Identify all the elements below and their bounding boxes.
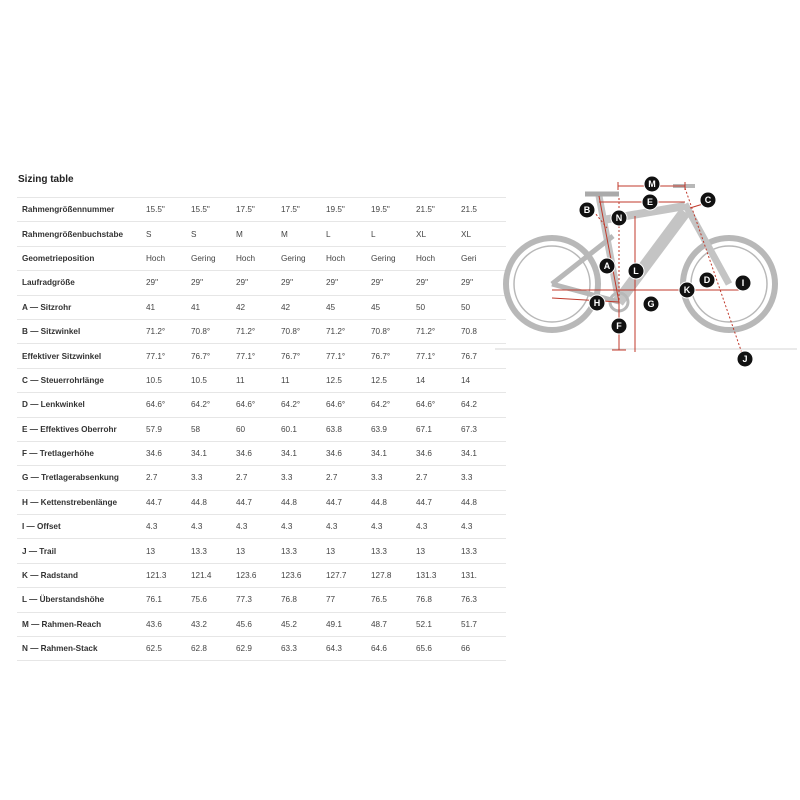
table-cell: 44.8: [191, 490, 236, 514]
table-cell: 29": [461, 271, 506, 295]
table-cell: 41: [146, 295, 191, 319]
marker-e: [642, 194, 658, 210]
table-cell: Gering: [191, 246, 236, 270]
marker-label: A: [603, 261, 611, 272]
row-label: G — Tretlagerabsenkung: [17, 466, 146, 490]
table-cell: Hoch: [326, 246, 371, 270]
table-cell: 34.1: [191, 441, 236, 465]
table-cell: 70.8°: [191, 319, 236, 343]
row-label: C — Steuerrohrlänge: [17, 368, 146, 392]
table-row: [17, 466, 506, 490]
table-cell: 34.6: [416, 441, 461, 465]
table-cell: 29": [416, 271, 461, 295]
table-cell: 50: [461, 295, 506, 319]
table-cell: 77.3: [236, 588, 281, 612]
table-cell: 21.5": [416, 198, 461, 222]
table-row: [17, 515, 506, 539]
table-cell: 64.2°: [281, 393, 326, 417]
marker-a: [599, 258, 615, 274]
table-cell: 4.3: [191, 515, 236, 539]
down-tube: [615, 212, 685, 302]
table-cell: 10.5: [191, 368, 236, 392]
marker-label: K: [683, 285, 691, 296]
table-row: [17, 319, 506, 343]
table-cell: L: [326, 222, 371, 246]
diagram-markers: [579, 176, 753, 367]
table-cell: 43.2: [191, 612, 236, 636]
page-title: Sizing table: [18, 174, 74, 185]
table-cell: 64.6°: [236, 393, 281, 417]
table-cell: 12.5: [326, 368, 371, 392]
table-cell: 45.2: [281, 612, 326, 636]
table-cell: 76.8: [281, 588, 326, 612]
table-cell: 3.3: [461, 466, 506, 490]
table-row: [17, 222, 506, 246]
table-cell: 2.7: [146, 466, 191, 490]
row-label: I — Offset: [17, 515, 146, 539]
table-cell: 57.9: [146, 417, 191, 441]
table-cell: 13: [146, 539, 191, 563]
table-cell: 42: [236, 295, 281, 319]
table-cell: 45.6: [236, 612, 281, 636]
row-label: Rahmengrößennummer: [17, 198, 146, 222]
table-cell: 41: [191, 295, 236, 319]
table-row: [17, 295, 506, 319]
table-row: [17, 563, 506, 587]
marker-label: C: [704, 195, 712, 206]
row-label: J — Trail: [17, 539, 146, 563]
table-cell: 45: [326, 295, 371, 319]
row-label: Rahmengrößenbuchstabe: [17, 222, 146, 246]
table-cell: 62.8: [191, 637, 236, 661]
table-cell: 13: [236, 539, 281, 563]
row-label: F — Tretlagerhöhe: [17, 441, 146, 465]
marker-label: H: [593, 298, 601, 309]
table-cell: 76.7°: [281, 344, 326, 368]
table-cell: 13.3: [191, 539, 236, 563]
marker-label: G: [647, 299, 655, 310]
row-label: L — Überstandshöhe: [17, 588, 146, 612]
table-cell: 3.3: [281, 466, 326, 490]
table-cell: 76.3: [461, 588, 506, 612]
table-cell: 44.8: [461, 490, 506, 514]
table-cell: 77.1°: [146, 344, 191, 368]
table-cell: 123.6: [236, 563, 281, 587]
marker-label: I: [741, 278, 745, 289]
table-cell: 2.7: [416, 466, 461, 490]
table-cell: 76.7: [461, 344, 506, 368]
table-row: [17, 637, 506, 661]
table-cell: 4.3: [461, 515, 506, 539]
table-cell: Hoch: [416, 246, 461, 270]
table-cell: 4.3: [371, 515, 416, 539]
table-cell: 64.2°: [191, 393, 236, 417]
marker-k: [679, 282, 695, 298]
table-cell: 121.4: [191, 563, 236, 587]
table-cell: 48.7: [371, 612, 416, 636]
table-cell: 64.3: [326, 637, 371, 661]
table-row: [17, 588, 506, 612]
marker-h: [589, 295, 605, 311]
table-cell: 17.5": [281, 198, 326, 222]
table-cell: 64.6°: [416, 393, 461, 417]
table-cell: 4.3: [281, 515, 326, 539]
marker-j: [737, 351, 753, 367]
table-cell: M: [236, 222, 281, 246]
marker-l: [628, 263, 644, 279]
table-cell: 13: [326, 539, 371, 563]
table-cell: 45: [371, 295, 416, 319]
table-cell: Gering: [281, 246, 326, 270]
table-cell: 63.8: [326, 417, 371, 441]
table-cell: 66: [461, 637, 506, 661]
table-cell: 75.6: [191, 588, 236, 612]
row-label: H — Kettenstrebenlänge: [17, 490, 146, 514]
table-row: [17, 246, 506, 270]
table-cell: 121.3: [146, 563, 191, 587]
table-cell: 4.3: [236, 515, 281, 539]
sizing-table-container: [17, 197, 475, 661]
table-cell: XL: [416, 222, 461, 246]
table-cell: 71.2°: [236, 319, 281, 343]
table-cell: S: [146, 222, 191, 246]
table-row: [17, 393, 506, 417]
table-cell: Gering: [371, 246, 416, 270]
table-cell: 70.8: [461, 319, 506, 343]
marker-label: J: [742, 354, 748, 365]
table-cell: 43.6: [146, 612, 191, 636]
table-cell: M: [281, 222, 326, 246]
table-cell: 15.5": [191, 198, 236, 222]
table-cell: 11: [281, 368, 326, 392]
table-cell: XL: [461, 222, 506, 246]
table-row: [17, 198, 506, 222]
table-cell: 64.6: [371, 637, 416, 661]
table-cell: 76.5: [371, 588, 416, 612]
table-cell: S: [191, 222, 236, 246]
table-cell: 4.3: [416, 515, 461, 539]
table-cell: Geri: [461, 246, 506, 270]
table-cell: 19.5": [371, 198, 416, 222]
table-cell: 71.2°: [326, 319, 371, 343]
table-row: [17, 490, 506, 514]
table-cell: 3.3: [371, 466, 416, 490]
table-cell: 77.1°: [416, 344, 461, 368]
table-cell: 34.6: [326, 441, 371, 465]
table-cell: 50: [416, 295, 461, 319]
row-label: Effektiver Sitzwinkel: [17, 344, 146, 368]
table-cell: 13.3: [281, 539, 326, 563]
marker-label: N: [615, 213, 623, 224]
table-cell: 70.8°: [371, 319, 416, 343]
table-cell: 15.5": [146, 198, 191, 222]
table-cell: 3.3: [191, 466, 236, 490]
table-row: [17, 368, 506, 392]
table-cell: 2.7: [236, 466, 281, 490]
table-cell: 49.1: [326, 612, 371, 636]
table-cell: 131.: [461, 563, 506, 587]
table-row: [17, 417, 506, 441]
table-cell: 12.5: [371, 368, 416, 392]
table-cell: 127.8: [371, 563, 416, 587]
table-cell: 29": [236, 271, 281, 295]
table-row: [17, 344, 506, 368]
table-cell: 64.6°: [146, 393, 191, 417]
table-cell: 29": [371, 271, 416, 295]
marker-i: [735, 275, 751, 291]
table-row: [17, 441, 506, 465]
table-cell: 29": [146, 271, 191, 295]
marker-g: [643, 296, 659, 312]
marker-n: [611, 210, 627, 226]
table-cell: 4.3: [326, 515, 371, 539]
table-cell: 34.1: [371, 441, 416, 465]
table-cell: 63.3: [281, 637, 326, 661]
table-cell: 10.5: [146, 368, 191, 392]
row-label: B — Sitzwinkel: [17, 319, 146, 343]
table-cell: 63.9: [371, 417, 416, 441]
table-cell: 71.2°: [416, 319, 461, 343]
table-cell: 13.3: [371, 539, 416, 563]
table-cell: 58: [191, 417, 236, 441]
table-cell: Hoch: [146, 246, 191, 270]
table-cell: 127.7: [326, 563, 371, 587]
table-cell: 34.6: [146, 441, 191, 465]
table-cell: 64.6°: [326, 393, 371, 417]
marker-label: D: [703, 275, 711, 286]
row-label: A — Sitzrohr: [17, 295, 146, 319]
row-label: Geometrieposition: [17, 246, 146, 270]
table-cell: 14: [461, 368, 506, 392]
table-cell: 29": [191, 271, 236, 295]
marker-b: [579, 202, 595, 218]
table-cell: 44.7: [326, 490, 371, 514]
table-cell: 19.5": [326, 198, 371, 222]
table-cell: 11: [236, 368, 281, 392]
table-cell: 64.2: [461, 393, 506, 417]
table-cell: 29": [326, 271, 371, 295]
marker-c: [700, 192, 716, 208]
table-cell: 44.8: [371, 490, 416, 514]
table-cell: 62.5: [146, 637, 191, 661]
marker-label: B: [583, 205, 591, 216]
table-cell: 71.2°: [146, 319, 191, 343]
table-cell: 123.6: [281, 563, 326, 587]
table-cell: 131.3: [416, 563, 461, 587]
table-cell: 13: [416, 539, 461, 563]
table-cell: 21.5: [461, 198, 506, 222]
table-cell: 14: [416, 368, 461, 392]
table-cell: 70.8°: [281, 319, 326, 343]
row-label: M — Rahmen-Reach: [17, 612, 146, 636]
marker-label: E: [646, 197, 654, 208]
table-cell: 42: [281, 295, 326, 319]
table-cell: 67.3: [461, 417, 506, 441]
table-cell: 64.2°: [371, 393, 416, 417]
table-cell: L: [371, 222, 416, 246]
table-cell: 76.8: [416, 588, 461, 612]
table-row: [17, 612, 506, 636]
bike-silhouette: [495, 186, 797, 349]
bike-geometry-diagram: [495, 176, 797, 372]
marker-f: [611, 318, 627, 334]
row-label: K — Radstand: [17, 563, 146, 587]
row-label: N — Rahmen-Stack: [17, 637, 146, 661]
row-label: D — Lenkwinkel: [17, 393, 146, 417]
table-cell: 34.6: [236, 441, 281, 465]
sizing-table-body: [17, 198, 506, 661]
table-cell: 65.6: [416, 637, 461, 661]
table-cell: 17.5": [236, 198, 281, 222]
table-cell: 44.7: [146, 490, 191, 514]
row-label: Laufradgröße: [17, 271, 146, 295]
table-cell: 67.1: [416, 417, 461, 441]
table-cell: 34.1: [281, 441, 326, 465]
marker-m: [644, 176, 660, 192]
marker-label: L: [633, 266, 639, 277]
table-cell: 76.1: [146, 588, 191, 612]
bike-geometry-svg: [495, 176, 797, 372]
sizing-table: [17, 197, 506, 661]
table-cell: 44.7: [236, 490, 281, 514]
table-cell: 44.8: [281, 490, 326, 514]
table-cell: 29": [281, 271, 326, 295]
table-cell: 60: [236, 417, 281, 441]
table-cell: 34.1: [461, 441, 506, 465]
table-cell: 51.7: [461, 612, 506, 636]
table-cell: 13.3: [461, 539, 506, 563]
table-cell: 52.1: [416, 612, 461, 636]
table-cell: 76.7°: [191, 344, 236, 368]
table-cell: 2.7: [326, 466, 371, 490]
marker-label: M: [648, 179, 656, 190]
marker-d: [699, 272, 715, 288]
table-row: [17, 271, 506, 295]
table-row: [17, 539, 506, 563]
table-cell: 60.1: [281, 417, 326, 441]
table-cell: 77: [326, 588, 371, 612]
table-cell: Hoch: [236, 246, 281, 270]
table-cell: 44.7: [416, 490, 461, 514]
table-cell: 77.1°: [236, 344, 281, 368]
table-cell: 76.7°: [371, 344, 416, 368]
table-cell: 62.9: [236, 637, 281, 661]
marker-label: F: [616, 321, 622, 332]
row-label: E — Effektives Oberrohr: [17, 417, 146, 441]
table-cell: 77.1°: [326, 344, 371, 368]
table-cell: 4.3: [146, 515, 191, 539]
